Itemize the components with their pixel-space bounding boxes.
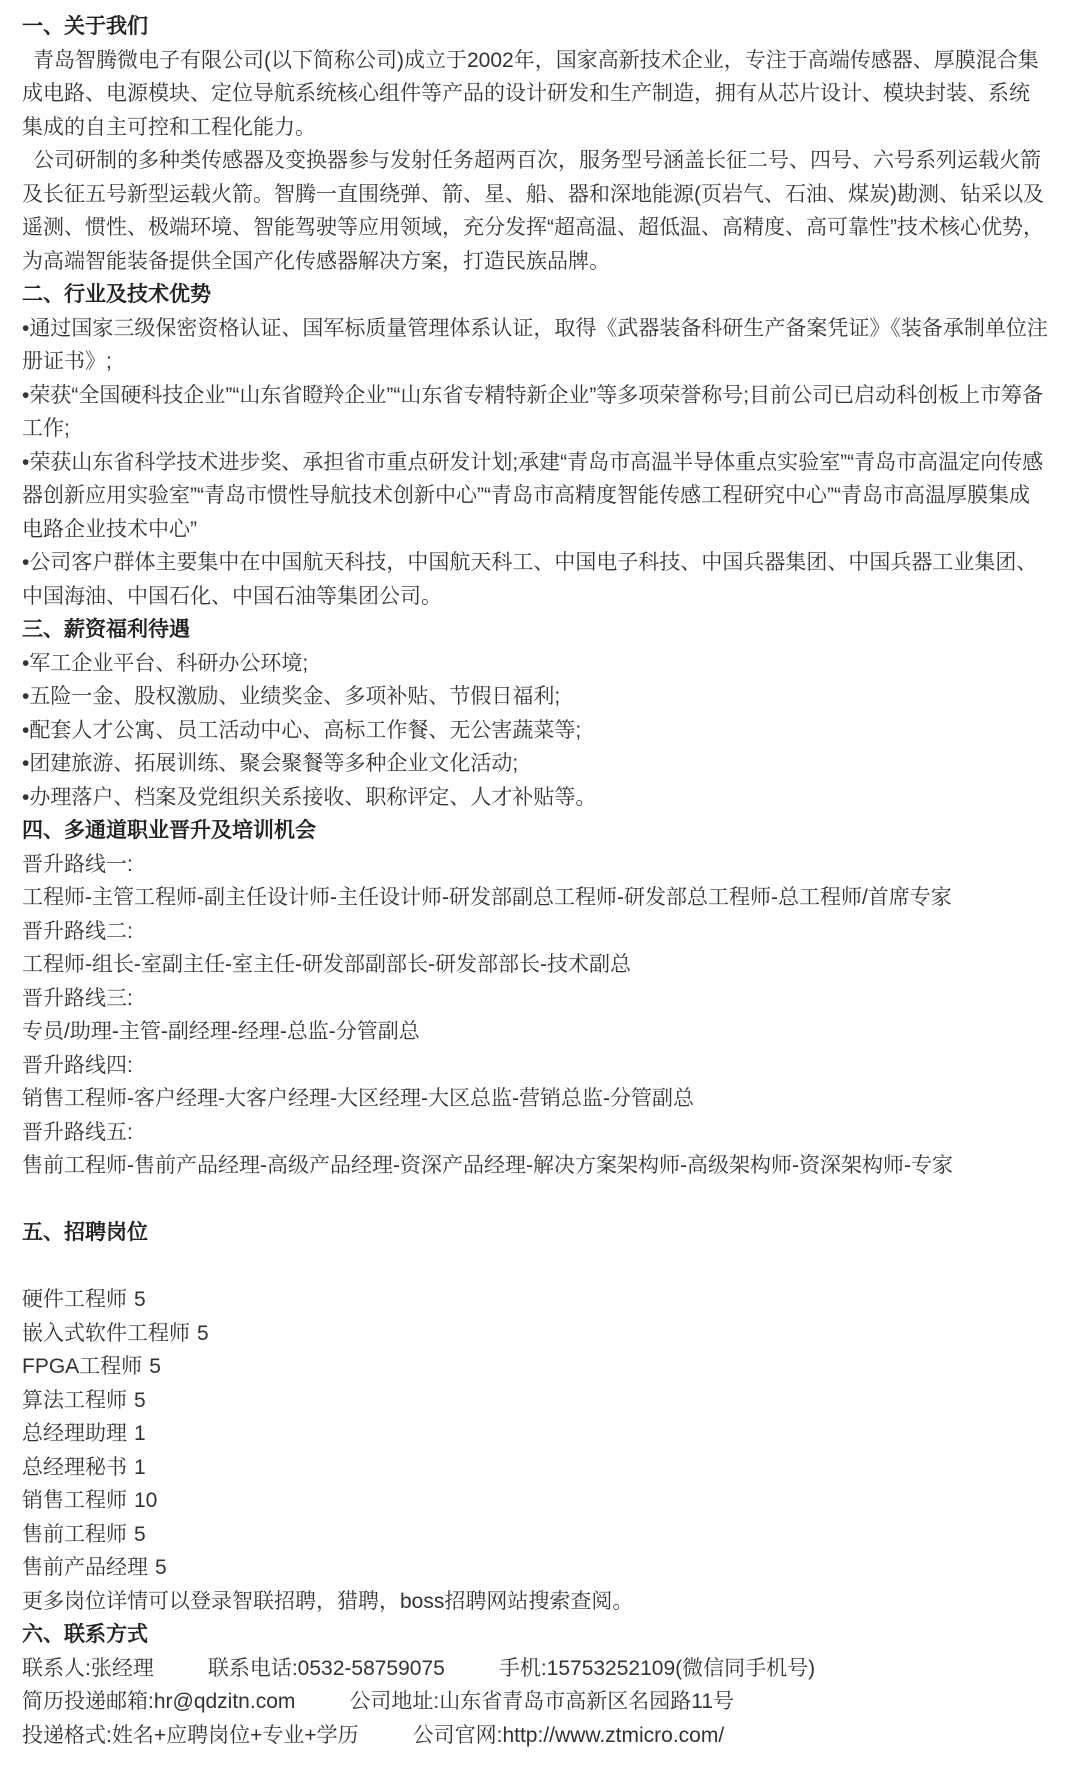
promotion-route-label: 晋升路线三: (22, 986, 133, 1010)
section-positions (22, 1216, 1050, 1618)
position-title: 硬件工程师 (22, 1288, 127, 1311)
benefit-bullet: •团建旅游、拓展训练、聚会聚餐等多种企业文化活动; (22, 752, 519, 775)
position-row (22, 1551, 1050, 1585)
advantage-bullet: •公司客户群体主要集中在中国航天科技，中国航天科工、中国电子科技、中国兵器集团、中国兵器工业集团、中国海油、中国石化、中国石油等集团公司。 (22, 551, 1038, 608)
promotion-route-path: 工程师-组长-室副主任-室主任-研发部副部长-研发部部长-技术副总 (22, 953, 631, 976)
section-benefits (22, 613, 1050, 814)
position-title: 总经理秘书 (22, 1455, 127, 1479)
section-about (22, 10, 1050, 278)
position-title: 嵌入式软件工程师 (22, 1321, 190, 1345)
contact-phone: 联系电话:0532-58759075 (207, 1656, 445, 1680)
position-count: 5 (134, 1288, 146, 1311)
about-paragraph: 公司研制的多种类传感器及变换器参与发射任务超两百次，服务型号涵盖长征二号、四号、六号系列运载火箭及长征五号新型运载火箭。智腾一直围绕弹、箭、星、船、器和深地能源(页岩气、石油、煤炭)勘测、钻采以及遥测、惯性、极端环境、智能驾驶等应用领域，充分发挥“超高温、超低温、高精度、高可靠性”技术核心优势，为高端智能装备提供全国产化传感器解决方案，打造民族品牌。 (22, 149, 1044, 273)
position-count: 10 (134, 1489, 158, 1512)
promotion-route-path: 售前工程师-售前产品经理-高级产品经理-资深产品经理-解决方案架构师-高级架构师-资深架构师-专家 (22, 1154, 953, 1177)
advantage-bullet: •通过国家三级保密资格认证、国军标质量管理体系认证，取得《武器装备科研生产备案凭证》《装备承制单位注册证书》; (22, 316, 1048, 373)
contact-row (22, 1685, 1050, 1719)
promotion-route-label: 晋升路线一: (22, 852, 133, 876)
section-about-heading: 一、关于我们 (22, 15, 148, 38)
promotion-route-path: 销售工程师-客户经理-大客户经理-大区经理-大区总监-营销总监-分管副总 (22, 1087, 694, 1110)
spacer (22, 1250, 1050, 1284)
contact-address: 公司地址:山东省青岛市高新区名园路11号 (349, 1690, 735, 1713)
contact-row (22, 1719, 1050, 1753)
section-contact (22, 1618, 1050, 1752)
position-count: 5 (197, 1321, 209, 1345)
position-count: 5 (134, 1522, 146, 1546)
advantage-bullet: •荣获“全国硬科技企业”“山东省瞪羚企业”“山东省专精特新企业”等多项荣誉称号;目前公司已启动科创板上市筹备工作; (22, 383, 1044, 440)
benefit-bullet: •配套人才公寓、员工活动中心、高标工作餐、无公害蔬菜等; (22, 718, 582, 742)
promotion-route-path: 工程师-主管工程师-副主任设计师-主任设计师-研发部副总工程师-研发部总工程师-总工程师/首席专家 (22, 886, 952, 909)
section-advantages (22, 278, 1050, 613)
section-contact-heading: 六、联系方式 (22, 1623, 148, 1646)
position-row (22, 1451, 1050, 1485)
promotion-route-label: 晋升路线四: (22, 1053, 133, 1077)
benefit-bullet: •军工企业平台、科研办公环境; (22, 651, 309, 675)
contact-person: 联系人:张经理 (22, 1656, 154, 1680)
position-row (22, 1350, 1050, 1384)
promotion-route-label: 晋升路线二: (22, 919, 133, 943)
position-row (22, 1518, 1050, 1552)
contact-website: 公司官网:http://www.ztmicro.com/ (412, 1723, 725, 1747)
contact-apply-format: 投递格式:姓名+应聘岗位+专业+学历 (22, 1723, 359, 1747)
positions-note: 更多岗位详情可以登录智联招聘，猎聘，boss招聘网站搜索查阅。 (22, 1589, 634, 1613)
position-title: 售前产品经理 (22, 1556, 148, 1579)
contact-row (22, 1652, 1050, 1686)
spacer (22, 1183, 1050, 1217)
position-title: 总经理助理 (22, 1422, 127, 1445)
position-row (22, 1317, 1050, 1351)
position-title: FPGA工程师 (22, 1355, 143, 1378)
position-count: 5 (155, 1556, 167, 1579)
section-advantages-heading: 二、行业及技术优势 (22, 283, 211, 306)
benefit-bullet: •五险一金、股权激励、业绩奖金、多项补贴、节假日福利; (22, 685, 561, 708)
position-row (22, 1484, 1050, 1518)
contact-email: 简历投递邮箱:hr@qdzitn.com (22, 1690, 296, 1713)
position-row (22, 1283, 1050, 1317)
benefit-bullet: •办理落户、档案及党组织关系接收、职称评定、人才补贴等。 (22, 785, 597, 809)
position-count: 1 (134, 1422, 146, 1445)
position-title: 算法工程师 (22, 1388, 127, 1412)
section-positions-heading: 五、招聘岗位 (22, 1221, 148, 1244)
position-row (22, 1417, 1050, 1451)
position-count: 5 (149, 1355, 161, 1378)
position-title: 销售工程师 (22, 1489, 127, 1512)
section-promotion (22, 814, 1050, 1183)
position-row (22, 1384, 1050, 1418)
advantage-bullet: •荣获山东省科学技术进步奖、承担省市重点研发计划;承建“青岛市高温半导体重点实验室”“青岛市高温定向传感器创新应用实验室”“青岛市惯性导航技术创新中心”“青岛市高精度智能传感工程研究中心”“青岛市高温厚膜集成电路企业技术中心” (22, 450, 1044, 541)
about-paragraph: 青岛智腾微电子有限公司(以下简称公司)成立于2002年，国家高新技术企业，专注于高端传感器、厚膜混合集成电路、电源模块、定位导航系统核心组件等产品的设计研发和生产制造，拥有从芯片设计、模块封装、系统集成的自主可控和工程化能力。 (22, 48, 1039, 139)
section-benefits-heading: 三、薪资福利待遇 (22, 618, 190, 641)
position-title: 售前工程师 (22, 1522, 127, 1546)
promotion-route-path: 专员/助理-主管-副经理-经理-总监-分管副总 (22, 1020, 420, 1043)
contact-mobile: 手机:15753252109(微信同手机号) (498, 1656, 816, 1680)
promotion-route-label: 晋升路线五: (22, 1120, 133, 1144)
position-count: 1 (134, 1455, 146, 1479)
position-count: 5 (134, 1388, 146, 1412)
section-promotion-heading: 四、多通道职业晋升及培训机会 (22, 819, 316, 842)
